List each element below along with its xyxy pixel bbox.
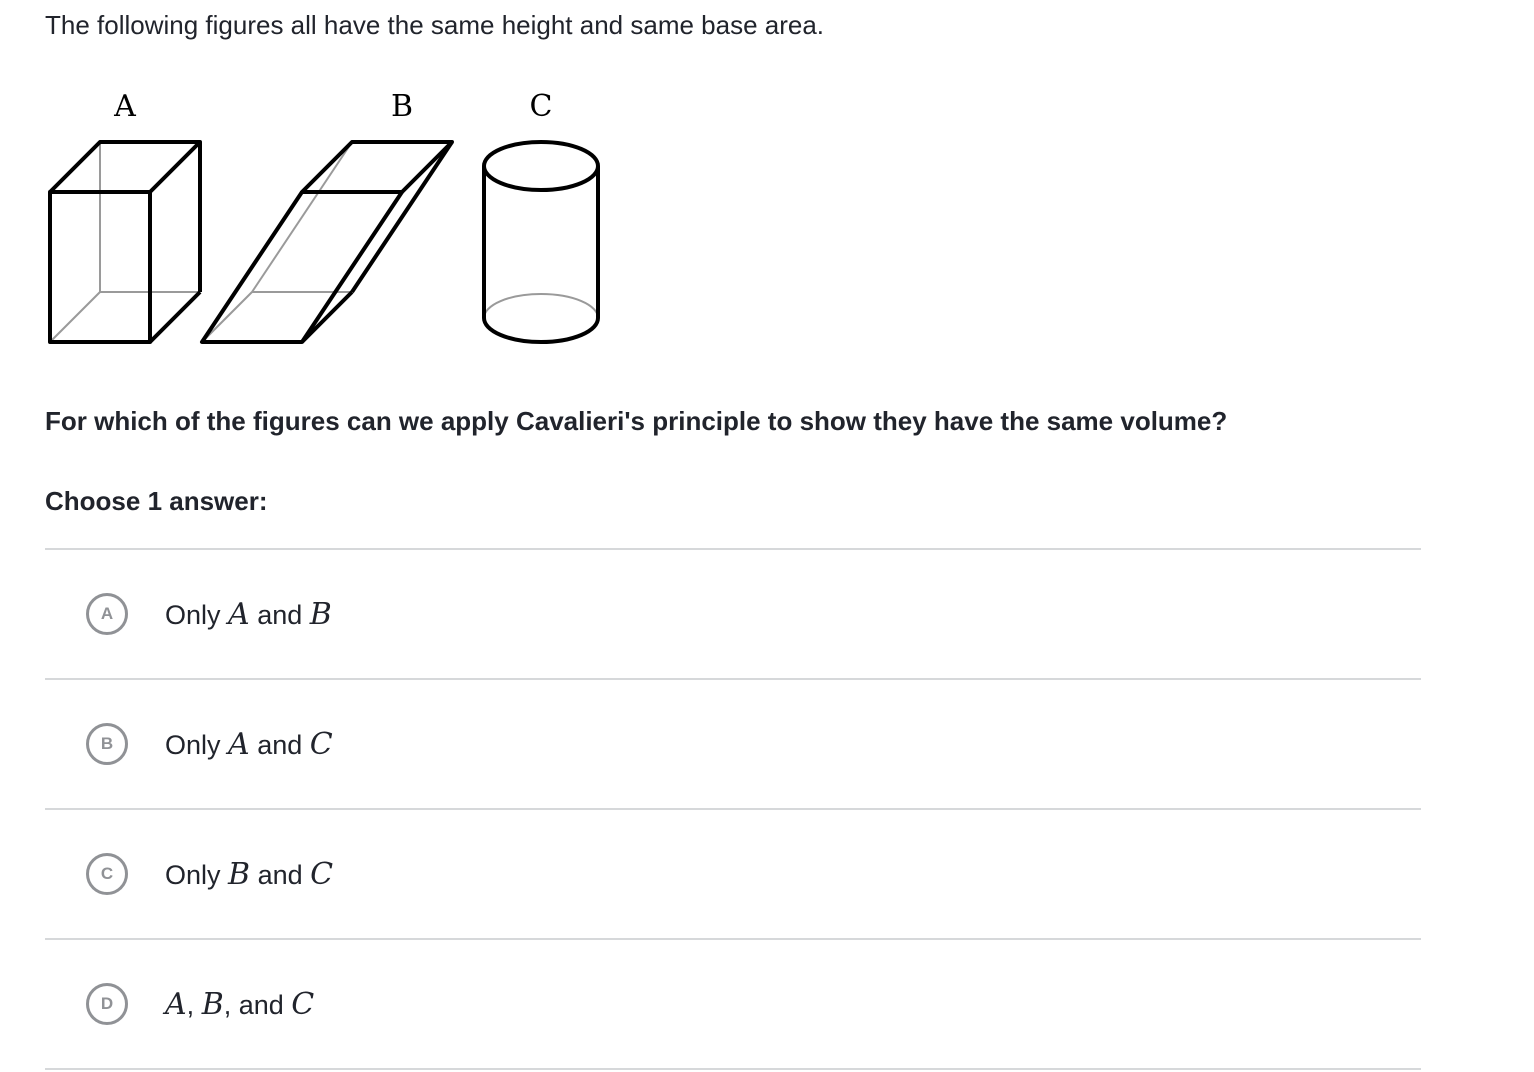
question-text: For which of the figures can we apply Cavalieri's principle to show they have the same volume? xyxy=(45,406,1228,436)
choice-text-part: , xyxy=(186,989,202,1020)
math-variable: A xyxy=(228,726,250,762)
figure-label-b: B xyxy=(390,89,414,124)
solids-diagram xyxy=(40,80,620,360)
choice-text-part: and xyxy=(250,859,311,890)
choice-text-part: and xyxy=(249,599,310,630)
choice-c[interactable] xyxy=(45,810,1421,940)
choice-text-part: Only xyxy=(165,729,229,760)
math-variable: B xyxy=(309,596,332,632)
choice-d-text xyxy=(165,987,314,1022)
choice-text-part: Only xyxy=(165,859,229,890)
rectangular-prism-shape xyxy=(50,142,200,342)
choice-a-text xyxy=(165,597,332,632)
choice-b-bubble[interactable]: B xyxy=(86,723,128,765)
choice-d-bubble[interactable]: D xyxy=(86,983,128,1025)
figure-label-a: A xyxy=(114,89,136,124)
figure-label-c: C xyxy=(529,89,553,124)
choice-a[interactable] xyxy=(45,550,1421,680)
math-variable: C xyxy=(310,856,334,892)
math-variable: A xyxy=(228,596,250,632)
answer-choices xyxy=(45,548,1421,1070)
choice-text-part: Only xyxy=(165,599,229,630)
choice-c-text xyxy=(165,857,333,892)
math-variable: C xyxy=(309,726,333,762)
choice-text-part: , and xyxy=(223,989,292,1020)
intro-text: The following figures all have the same height and same base area. xyxy=(45,10,825,40)
math-variable: A xyxy=(165,986,187,1022)
choice-a-bubble[interactable]: A xyxy=(86,593,128,635)
choice-c-bubble[interactable]: C xyxy=(86,853,128,895)
cylinder-shape xyxy=(484,142,598,342)
choice-b[interactable] xyxy=(45,680,1421,810)
math-variable: B xyxy=(201,986,224,1022)
choice-b-text xyxy=(165,727,333,762)
choose-instruction: Choose 1 answer: xyxy=(45,486,268,516)
math-variable: B xyxy=(228,856,251,892)
choice-text-part: and xyxy=(249,729,310,760)
choice-d[interactable] xyxy=(45,940,1421,1070)
solids-figure xyxy=(40,80,620,360)
oblique-prism-shape xyxy=(202,142,452,342)
math-variable: C xyxy=(291,986,315,1022)
